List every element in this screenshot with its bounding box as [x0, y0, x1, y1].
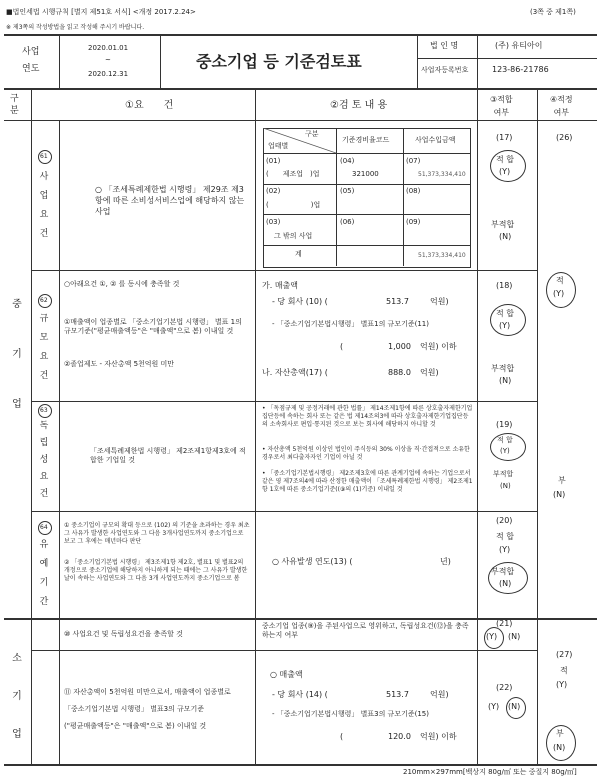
total-label: 계	[295, 250, 302, 258]
row62-asset-unit: 억원)	[420, 368, 439, 377]
cell-08: (08)	[406, 187, 421, 195]
corp-name: (주) 유티아이	[495, 41, 543, 50]
row61-fit-num: (17)	[496, 133, 513, 142]
row62-num: 62	[40, 297, 48, 304]
cell-02-value: ( )업	[266, 201, 321, 209]
row66-revenue-label: ○ 매출액	[270, 670, 303, 679]
row64-fit-yes: 적 합	[496, 532, 514, 541]
rule-reference: ■법인세법 시행규칙 [별지 제51호 서식] <개정 2017.2.24>	[6, 8, 196, 16]
col-header-category: 구 분	[10, 94, 19, 116]
table-header-code: 기준경비율코드	[342, 136, 390, 144]
row65-fit-n: (N)	[508, 632, 521, 641]
cell-03-value: 그 밖의 사업	[274, 232, 313, 240]
cell-04: (04)	[340, 157, 355, 165]
cell-02: (02)	[266, 187, 281, 195]
top-border	[4, 34, 597, 36]
header-bottom-border	[4, 88, 597, 90]
row64-review: ○ 사유발생 연도(13) (	[272, 557, 353, 566]
row61-label: 사업요건	[39, 172, 49, 239]
row66-standard-open: (	[340, 732, 344, 741]
period-tilde: ~	[105, 56, 111, 64]
row61-fit-y: (Y)	[499, 167, 511, 176]
row64-fit-no: 부적합	[491, 567, 515, 576]
col-header-review: ②검 토 내 용	[330, 100, 388, 111]
table-header-income: 사업수입금액	[415, 136, 456, 144]
row62-standard-value: 1,000	[388, 342, 411, 351]
row62-fit-y: (Y)	[499, 321, 511, 330]
row66-appropriate-y: (Y)	[556, 680, 568, 689]
row66-requirement-3: ("평균매출액등"은 "매출액"으로 봄) 이내일 것	[64, 722, 207, 730]
row62-req1: ○아래요건 ①, ② 를 동시에 충족할 것	[64, 280, 180, 288]
row62-company-revenue: 513.7	[386, 297, 409, 306]
row61-fit-n: (N)	[499, 232, 512, 241]
appropriate-sme-n: (N)	[553, 490, 566, 499]
row63-label: 독립성요건	[39, 421, 49, 499]
corp-name-label: 법 인 명	[430, 41, 459, 50]
side-label-sme: 중기업	[12, 299, 22, 410]
row63-fit-n: (N)	[500, 482, 511, 490]
row64-label: 유예기간	[39, 540, 49, 607]
row63-point2: • 자산총액 5천억원 이상인 법인이 주식등의 30% 이상을 직·간접적으로 소유한 경우로서 최다출자자인 기업이 아닐 것	[262, 446, 470, 462]
document-title: 중소기업 등 기준검토표	[196, 52, 362, 71]
row64-req2: ② 「중소기업기본법 시행령」 제3조제1항 제2호, 별표1 및 별표2의 개정으로 중소기업에 해당하지 아니하게 되는 때에는 그 사유가 발생한 날이 속하는 사업연도와 그 다음 3개 사업연도까지 중소기업으로 봄	[64, 559, 248, 583]
cell-09: (09)	[406, 218, 421, 226]
row64-fit-n: (N)	[499, 579, 512, 588]
row62-fit-n: (N)	[499, 376, 512, 385]
table-header-class: 구분	[305, 130, 319, 138]
row63-point1: • 「독점규제 및 공정거래에 관한 법률」 제14조제1항에 따른 상호출자제한기업집단등에 속하는 회사 또는 같은 법 제14조의3에 따라 상호출자제한기업집단등의 소속회사로 편입·통지된 것으로 보는 회사에 해당하지 아니할 것	[262, 405, 473, 429]
row63-point3: • 「중소기업기본법시행령」 제2조제3호에 따른 관계기업에 속하는 기업으로서 같은 영 제7조의4에 따라 산정한 매출액이 「조세특례제한법 시행령」 제2조제1항 1호에 따른 중소기업기준((⑨의 (1)기준) 이내일 것	[262, 470, 473, 494]
row65-requirement: ⑩ 사업요건 및 독립성요건을 충족할 것	[64, 630, 183, 638]
row66-appropriate-no: 부	[556, 729, 564, 738]
row66-company-revenue-label: - 당 회사 (14) (	[272, 690, 328, 699]
period-start: 2020.01.01	[88, 44, 129, 52]
row62-company-revenue-unit: 억원)	[430, 297, 449, 306]
year-label-1: 사업	[22, 47, 40, 57]
cell-01: (01)	[266, 157, 281, 165]
row66-standard-unit: 억원) 이하	[420, 732, 457, 741]
row62-asset-value: 888.0	[388, 368, 411, 377]
row63-num: 63	[40, 407, 48, 414]
row61-fit-no: 부적합	[491, 220, 515, 229]
cell-06: (06)	[340, 218, 355, 226]
row62-asset-label: 나. 자산총액(17) (	[262, 368, 328, 377]
row63-fit-y: (Y)	[500, 447, 510, 455]
row62-fit-yes: 적 합	[496, 309, 514, 318]
row62-label: 규모요건	[39, 314, 49, 381]
row61-fit-yes: 적 합	[496, 155, 514, 164]
row66-appropriate-n: (N)	[553, 743, 566, 752]
row63-fit-no: 부적합	[493, 470, 514, 478]
row63-requirement: 「조세특례제한법 시행령」 제2조제1항제3호에 적합한 기업일 것	[90, 447, 246, 465]
biz-no-label: 사업자등록번호	[421, 66, 469, 74]
cell-07-value: 51,373,334,410	[418, 171, 466, 178]
row64-fit-y: (Y)	[499, 545, 511, 554]
instruction-note: ※ 제3쪽의 작성방법을 읽고 작성해 주시기 바랍니다.	[6, 24, 145, 31]
row61-requirement: ○ 「조세특례제한법 시행령」 제29조 제3항에 따른 소비성서비스업에 해당하지 않는 사업	[95, 185, 245, 216]
row66-standard-label: - 「중소기업기본법시행령」 별표3의 규모기준(15)	[272, 710, 429, 718]
biz-no: 123-86-21786	[492, 65, 549, 74]
total-value: 51,373,334,410	[418, 252, 466, 259]
row66-company-revenue: 513.7	[386, 690, 409, 699]
table-header-biz: 업태별	[268, 142, 289, 150]
row66-fit-num: (22)	[496, 683, 513, 692]
year-label-2: 연도	[22, 64, 40, 74]
row66-appropriate-num: (27)	[556, 650, 573, 659]
row62-fit-no: 부적합	[491, 364, 515, 373]
row62-req2: ①매출액이 업종별로 「중소기업기본법 시행령」 별표 1의 규모기준("평균매출액등"은 "매출액"으로 봄) 이내일 것	[64, 318, 242, 336]
row61-appropriate-num: (26)	[556, 133, 573, 142]
row66-standard-value: 120.0	[388, 732, 411, 741]
row64-review-unit: 년)	[440, 557, 451, 566]
cell-01-value: ( 제조업 )업	[266, 170, 320, 178]
row66-appropriate-fit: 적	[560, 666, 568, 675]
row66-company-revenue-unit: 억원)	[430, 690, 449, 699]
cell-07: (07)	[406, 157, 421, 165]
row66-fit-n: (N)	[508, 702, 521, 711]
appropriate-sme-fit: 적	[556, 276, 564, 285]
col-header-requirement: ①요 건	[125, 100, 174, 111]
row64-fit-num: (20)	[496, 516, 513, 525]
row61-num: 61	[40, 153, 48, 160]
appropriate-sme-y: (Y)	[553, 289, 565, 298]
cell-04-value: 321000	[352, 170, 379, 178]
row63-fit-num: (19)	[496, 420, 513, 429]
row62-standard-unit: 억원) 이하	[420, 342, 457, 351]
side-label-small: 소기업	[12, 653, 22, 740]
row63-fit-yes: 적 합	[497, 436, 513, 444]
cell-05: (05)	[340, 187, 355, 195]
row62-standard-label: - 「중소기업기본법시행령」 별표1의 규모기준(11)	[272, 320, 429, 328]
col-header-appropriate: ④적정 여부	[550, 95, 573, 117]
page-indicator: (3쪽 중 제1쪽)	[530, 8, 576, 16]
cell-03: (03)	[266, 218, 281, 226]
footer-paper-spec: 210mm×297mm[백상지 80g/㎡ 또는 중질지 80g/㎡]	[403, 768, 577, 776]
row62-company-revenue-label: - 당 회사 (10) (	[272, 297, 328, 306]
col-header-fit: ③적합 여부	[490, 95, 513, 117]
row65-review: 중소기업 업종(⑨)을 주된사업으로 영위하고, 독립성요건(⑫)을 충족하는지 여부	[262, 622, 469, 640]
row62-revenue-label: 가. 매출액	[262, 281, 298, 290]
row65-fit-num: (21)	[496, 619, 513, 628]
row64-req1: ① 중소기업이 규모의 확대 등으로 (102) 의 기준을 초과하는 경우 최초 그 사유가 발생한 사업연도와 그 다음 3개사업연도까지 중소기업으로 보고 그 후에는 매년마다 판단	[64, 522, 250, 546]
row65-fit-y: (Y)	[486, 632, 498, 641]
row64-num: 64	[40, 524, 48, 531]
row62-standard-open: (	[340, 342, 344, 351]
row66-fit-y: (Y)	[488, 702, 500, 711]
row62-fit-num: (18)	[496, 281, 513, 290]
appropriate-sme-no: 부	[558, 476, 566, 485]
row62-req3: ②졸업제도 - 자산총액 5천억원 미만	[64, 360, 175, 368]
period-end: 2020.12.31	[88, 70, 129, 78]
row66-requirement-1: ⑪ 자산총액이 5천억원 미만으로서, 매출액이 업종별로	[64, 688, 231, 696]
row66-requirement-2: 「중소기업기본법 시행령」 별표3의 규모기준	[64, 705, 205, 713]
